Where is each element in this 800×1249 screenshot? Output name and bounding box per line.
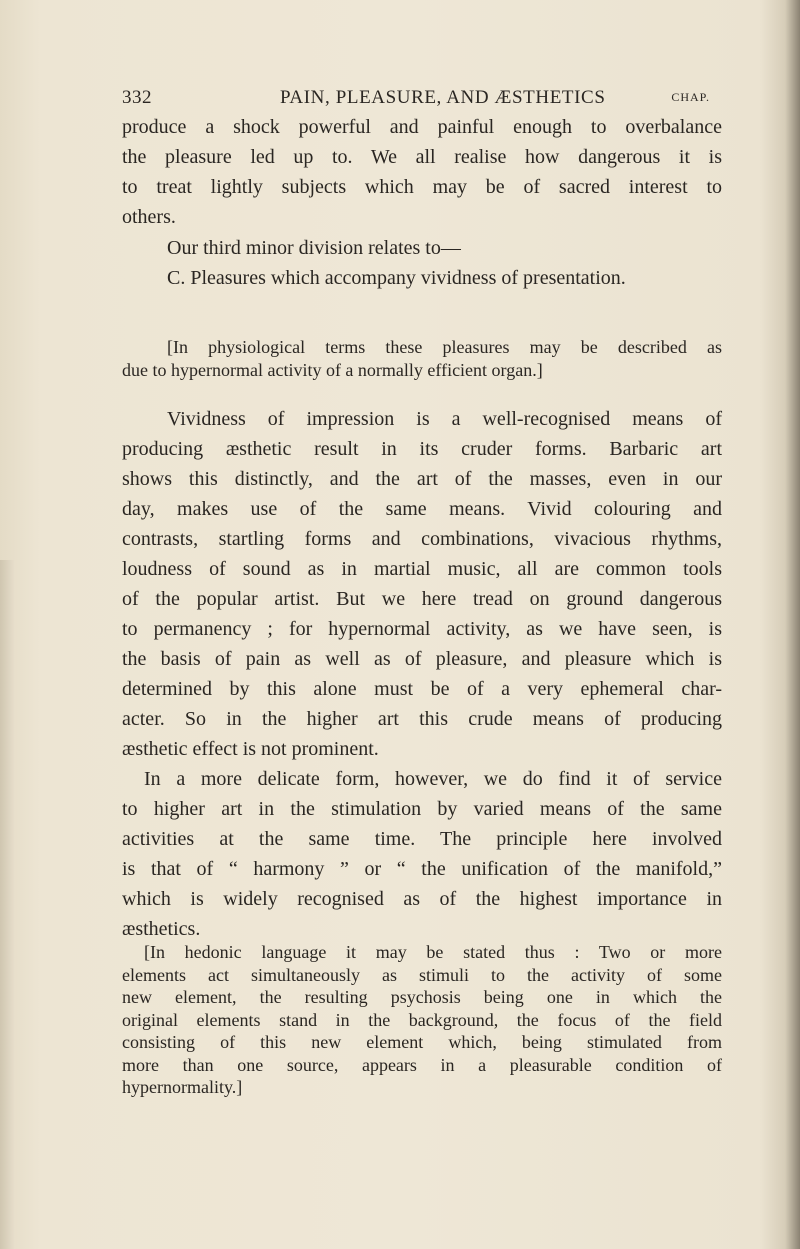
paragraph-line: produce a shock powerful and painful enough to overbalance: [122, 116, 722, 138]
paragraph-line: æsthetic effect is not prominent.: [122, 738, 379, 760]
paragraph-line: hypernormality.]: [122, 1077, 243, 1097]
paragraph-line: to treat lightly subjects which may be of sacred interest to: [122, 176, 722, 198]
paragraph-1: [122, 112, 722, 232]
paragraph-line: of the popular artist. But we here tread on ground dangerous: [122, 588, 722, 610]
paragraph-4: [122, 404, 722, 764]
running-title: PAIN, PLEASURE, AND ÆSTHETICS: [280, 87, 606, 108]
paragraph-line: In a more delicate form, however, we do find it of service: [144, 768, 722, 790]
paragraph-line: Our third minor division relates to—: [167, 237, 461, 259]
paragraph-line: acter. So in the higher art this crude means of producing: [122, 708, 722, 730]
paragraph-3-bracketed: [122, 336, 722, 381]
paragraph-line: the basis of pain as well as of pleasure, and pleasure which is: [122, 648, 722, 670]
paragraph-line: contrasts, startling forms and combinations, vivacious rhythms,: [122, 528, 722, 550]
paragraph-line: [In hedonic language it may be stated thus : Two or more: [144, 942, 722, 962]
paragraph-line: the pleasure led up to. We all realise how dangerous it is: [122, 146, 722, 168]
paragraph-line: more than one source, appears in a pleasurable condition of: [122, 1054, 722, 1075]
paragraph-line: day, makes use of the same means. Vivid colouring and: [122, 498, 722, 520]
paragraph-line: loudness of sound as in martial music, all are common tools: [122, 558, 722, 580]
paragraph-5: [122, 764, 722, 944]
paragraph-line: others.: [122, 206, 176, 228]
running-header: [122, 87, 710, 115]
paragraph-line: producing æsthetic result in its cruder forms. Barbaric art: [122, 438, 722, 460]
page-edge-shadow: [0, 560, 14, 1249]
paragraph-line: determined by this alone must be of a very ephemeral char-: [122, 678, 722, 700]
paragraph-line: original elements stand in the background, the focus of the field: [122, 1009, 722, 1030]
page-number: 332: [122, 87, 152, 108]
paragraph-line: to higher art in the stimulation by varied means of the same: [122, 798, 722, 820]
paragraph-line: æsthetics.: [122, 918, 201, 940]
paragraph-line: new element, the resulting psychosis being one in which the: [122, 987, 722, 1007]
paragraph-line: Vividness of impression is a well-recognised means of: [167, 408, 722, 430]
paragraph-line: consisting of this new element which, being stimulated from: [122, 1032, 722, 1052]
paragraph-2: [167, 233, 722, 293]
paragraph-line: which is widely recognised as of the highest importance in: [122, 888, 722, 910]
paragraph-line: [In physiological terms these pleasures may be described as: [167, 337, 722, 357]
paragraph-line: due to hypernormal activity of a normally efficient organ.]: [122, 359, 543, 380]
paragraph-line: is that of “ harmony ” or “ the unification of the manifold,”: [122, 858, 722, 880]
paragraph-line: elements act simultaneously as stimuli to the activity of some: [122, 964, 722, 985]
paragraph-line: activities at the same time. The principle here involved: [122, 828, 722, 850]
chapter-mark: CHAP.: [671, 90, 710, 104]
paragraph-6-bracketed: [122, 941, 722, 1099]
paragraph-line: C. Pleasures which accompany vividness of presentation.: [167, 267, 626, 289]
paragraph-line: to permanency ; for hypernormal activity, as we have seen, is: [122, 618, 722, 640]
paragraph-line: shows this distinctly, and the art of the masses, even in our: [122, 468, 722, 490]
